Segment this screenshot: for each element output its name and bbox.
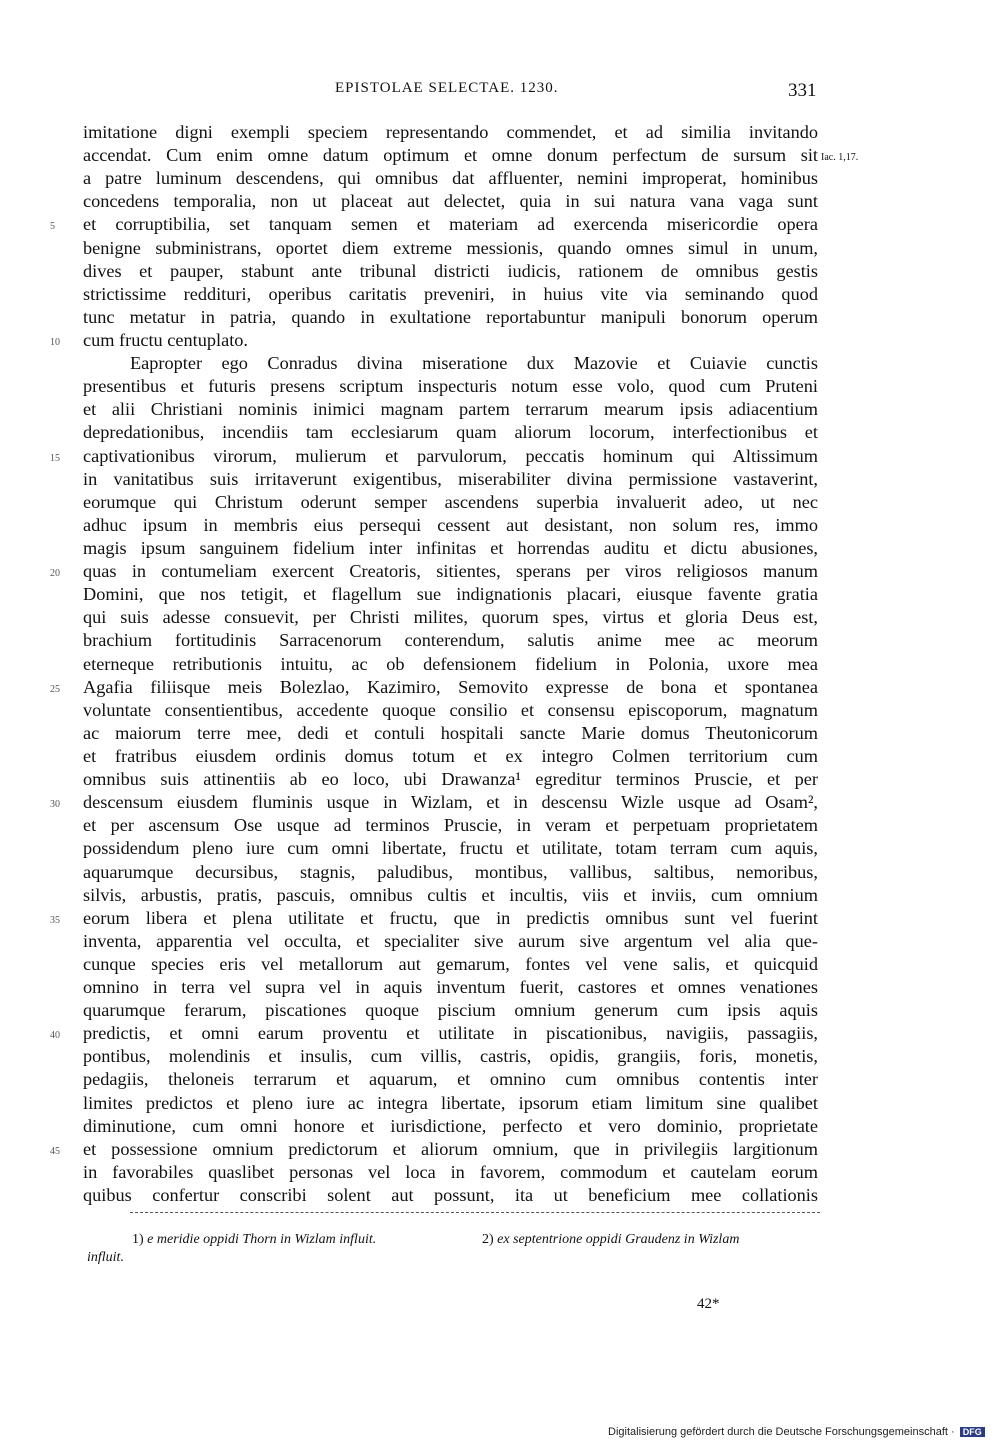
text-line — [83, 514, 818, 537]
text-line — [83, 491, 818, 514]
line-text: quas in contumeliam exercent Creatoris, sitientes, sperans per viros religiosos manum — [83, 561, 818, 582]
text-line — [83, 1092, 818, 1115]
text-line — [50, 445, 818, 468]
text-line — [83, 421, 818, 444]
line-text: presentibus et futuris presens scriptum inspecturis notum esse volo, quod cum Pruteni — [83, 376, 818, 397]
line-text: concedens temporalia, non ut placeat aut delectet, quia in sui natura vana vaga sunt — [83, 191, 818, 212]
text-line — [83, 468, 818, 491]
page-number: 331 — [788, 80, 817, 101]
line-text: adhuc ipsum in membris eius persequi cessent aut desistant, non solum res, immo — [83, 514, 818, 535]
text-line — [83, 237, 818, 260]
text-line — [83, 283, 818, 306]
text-line — [50, 676, 818, 699]
body-text — [50, 121, 859, 1207]
text-line — [50, 907, 818, 930]
line-number: 40 — [50, 1030, 60, 1042]
line-text: cunque species eris vel metallorum aut gemarum, fontes vel vene salis, et quicquid — [83, 953, 818, 974]
line-text: ac maiorum terre mee, dedi et contuli hospitali sancte Marie domus Theutonicorum — [83, 722, 818, 743]
line-text: aquarumque decursibus, stagnis, paludibus, montibus, vallibus, saltibus, nemoribus, — [83, 861, 818, 882]
text-line — [83, 167, 818, 190]
line-text: depredationibus, incendiis tam ecclesiarum quam aliorum locorum, interfectionibus et — [83, 422, 818, 443]
text-line — [83, 306, 818, 329]
footnote-2-marker: 2) — [482, 1232, 494, 1247]
line-text: captivationibus virorum, mulierum et parvulorum, peccatis hominum qui Altissimum — [83, 445, 818, 466]
footnote-1-text: e meridie oppidi Thorn in Wizlam influit. — [147, 1232, 377, 1247]
line-text: accendat. Cum enim omne datum optimum et omne donum perfectum de sursum sit — [83, 145, 818, 166]
line-text: benigne subministrans, oportet diem extreme messionis, quando omnes simul in unum, — [83, 237, 818, 258]
text-line — [50, 560, 818, 583]
text-line — [83, 653, 818, 676]
line-text: dives et pauper, stabunt ante tribunal districti iudicis, rationem de omnibus gestis — [83, 260, 818, 281]
text-line — [83, 144, 859, 167]
line-number: 30 — [50, 799, 60, 811]
text-line — [83, 398, 818, 421]
line-text: silvis, arbustis, pratis, pascuis, omnibus cultis et incultis, viis et inviis, cum omnium — [83, 884, 818, 905]
line-text: in vanitatibus suis irritaverunt exigentibus, miserabiliter divina permissione vastaverint, — [83, 468, 818, 489]
footnote-1 — [132, 1231, 376, 1249]
line-text: Agafia filiisque meis Bolezlao, Kazimiro, Semovito expresse de bona et spontanea — [83, 676, 818, 697]
footnote-2 — [482, 1231, 739, 1249]
text-line — [50, 791, 818, 814]
text-line — [83, 190, 818, 213]
line-text: diminutione, cum omni honore et iurisdictione, perfecto et vero dominio, proprietate — [83, 1115, 818, 1136]
text-line — [83, 260, 818, 283]
footnote-1-marker: 1) — [132, 1232, 144, 1247]
text-line — [83, 861, 818, 884]
text-line — [50, 213, 818, 236]
line-text: inventa, apparentia vel occulta, et specialiter sive aurum sive argentum vel alia que- — [83, 930, 818, 951]
dfg-logo: DFG — [960, 1427, 985, 1437]
text-line — [50, 1138, 818, 1161]
marginal-reference: Iac. 1,17. — [821, 152, 859, 164]
text-line — [83, 745, 818, 768]
line-text: tunc metatur in patria, quando in exultatione reportabuntur manipuli bonorum operum — [83, 306, 818, 327]
line-number: 10 — [50, 336, 60, 348]
line-text: pontibus, molendinis et insulis, cum villis, castris, opidis, grangiis, foris, monetis, — [83, 1046, 818, 1067]
line-number: 45 — [50, 1145, 60, 1157]
text-line — [83, 1045, 818, 1068]
line-number: 35 — [50, 914, 60, 926]
line-text: eorumque qui Christum oderunt semper ascendens superbia invaluerit adeo, ut nec — [83, 491, 818, 512]
text-line — [83, 1161, 818, 1184]
line-text: et per ascensum Ose usque ad terminos Pruscie, in veram et perpetuam proprietatem — [83, 815, 818, 836]
line-text: eorum libera et plena utilitate et fructu, que in predictis omnibus sunt vel fuerint — [83, 907, 818, 928]
text-line — [83, 352, 818, 375]
line-text: Eapropter ego Conradus divina miseratione dux Mazovie et Cuiavie cunctis — [130, 353, 818, 374]
line-text: Domini, que nos tetigit, et flagellum sue indignationis placari, eiusque favente gratia — [83, 584, 818, 605]
line-text: descensum eiusdem fluminis usque in Wizlam, et in descensu Wizle usque ad Osam², — [83, 792, 818, 813]
text-line — [83, 1068, 818, 1091]
line-text: qui suis adesse consuevit, per Christi milites, quorum spes, virtus et gloria Deus est, — [83, 607, 818, 628]
line-text: quibus confertur conscribi solent aut possunt, ita ut beneficium mee collationis — [83, 1185, 818, 1206]
line-text: brachium fortitudinis Sarracenorum conterendum, salutis anime mee ac meorum — [83, 630, 818, 651]
line-text: quarumque ferarum, piscationes quoque piscium omnium generum cum ipsis aquis — [83, 1000, 818, 1021]
text-line — [83, 699, 818, 722]
text-line — [83, 976, 818, 999]
text-line — [83, 629, 818, 652]
text-line — [83, 999, 818, 1022]
text-line — [83, 930, 818, 953]
line-text: cum fructu centuplato. — [83, 329, 248, 350]
text-line — [83, 837, 818, 860]
text-line — [83, 953, 818, 976]
footnote-separator — [130, 1212, 820, 1213]
line-text: et fratribus eiusdem ordinis domus totum et ex integro Colmen territorium cum — [83, 745, 818, 766]
line-number: 15 — [50, 452, 60, 464]
line-text: omnino in terra vel supra vel in aquis inventum fuerit, castores et omnes venationes — [83, 977, 818, 998]
text-line — [83, 1115, 818, 1138]
page-header — [0, 80, 1000, 110]
line-text: et possessione omnium predictorum et aliorum omnium, que in privilegiis largitionum — [83, 1138, 818, 1159]
line-number: 5 — [50, 221, 55, 233]
signature-mark: 42* — [697, 1296, 720, 1312]
line-text: pedagiis, theloneis terrarum et aquarum, et omnino cum omnibus contentis inter — [83, 1069, 818, 1090]
text-line — [83, 606, 818, 629]
line-number: 20 — [50, 568, 60, 580]
line-text: predictis, et omni earum proventu et utilitate in piscationibus, navigiis, passagiis, — [83, 1023, 818, 1044]
line-text: imitatione digni exempli speciem representando commendet, et ad similia invitando — [83, 122, 818, 142]
line-text: in favorabiles quaslibet personas vel loca in favorem, commodum et cautelam eorum — [83, 1161, 818, 1182]
line-text: limites predictos et pleno iure ac integra libertate, ipsorum etiam limitum sine qualibet — [83, 1092, 818, 1113]
text-line — [50, 329, 818, 352]
line-text: possidendum pleno iure cum omni libertate, fructu et utilitate, totam terram cum aquis, — [83, 838, 818, 859]
footnote-2-text: ex septentrione oppidi Graudenz in Wizlam — [497, 1232, 740, 1247]
line-text: et corruptibilia, set tanquam semen et materiam ad exercenda misericordie opera — [83, 214, 818, 235]
footnote-2-continuation: influit. — [87, 1250, 124, 1265]
text-line — [83, 121, 818, 144]
text-line — [83, 768, 818, 791]
text-line — [83, 583, 818, 606]
line-text: eterneque retributionis intuitu, ac ob defensionem fidelium in Polonia, uxore mea — [83, 653, 818, 674]
line-text: et alii Christiani nominis inimici magnam partem terrarum mearum ipsis adiacentium — [83, 399, 818, 420]
text-line — [83, 537, 818, 560]
running-title: EPISTOLAE SELECTAE. 1230. — [335, 80, 559, 96]
text-line — [83, 1184, 818, 1207]
line-text: strictissime reddituri, operibus caritatis preveniri, in huius vite via seminando quod — [83, 283, 818, 304]
text-line — [50, 1022, 818, 1045]
text-line — [83, 814, 818, 837]
line-text: magis ipsum sanguinem fidelium inter infinitas et horrendas auditu et dictu abusiones, — [83, 537, 818, 558]
line-number: 25 — [50, 683, 60, 695]
text-line — [83, 722, 818, 745]
line-text: a patre luminum descendens, qui omnibus dat affluenter, nemini improperat, hominibus — [83, 168, 818, 189]
funding-text: Digitalisierung gefördert durch die Deutsche Forschungsgemeinschaft · — [608, 1426, 955, 1438]
text-line — [83, 375, 818, 398]
line-text: omnibus suis attinentiis ab eo loco, ubi Drawanza¹ egreditur terminos Pruscie, et per — [83, 769, 818, 790]
dfg-footer — [608, 1426, 985, 1438]
text-line — [83, 884, 818, 907]
line-text: voluntate consentientibus, accedente quoque consilio et consensu episcoporum, magnatum — [83, 699, 818, 720]
